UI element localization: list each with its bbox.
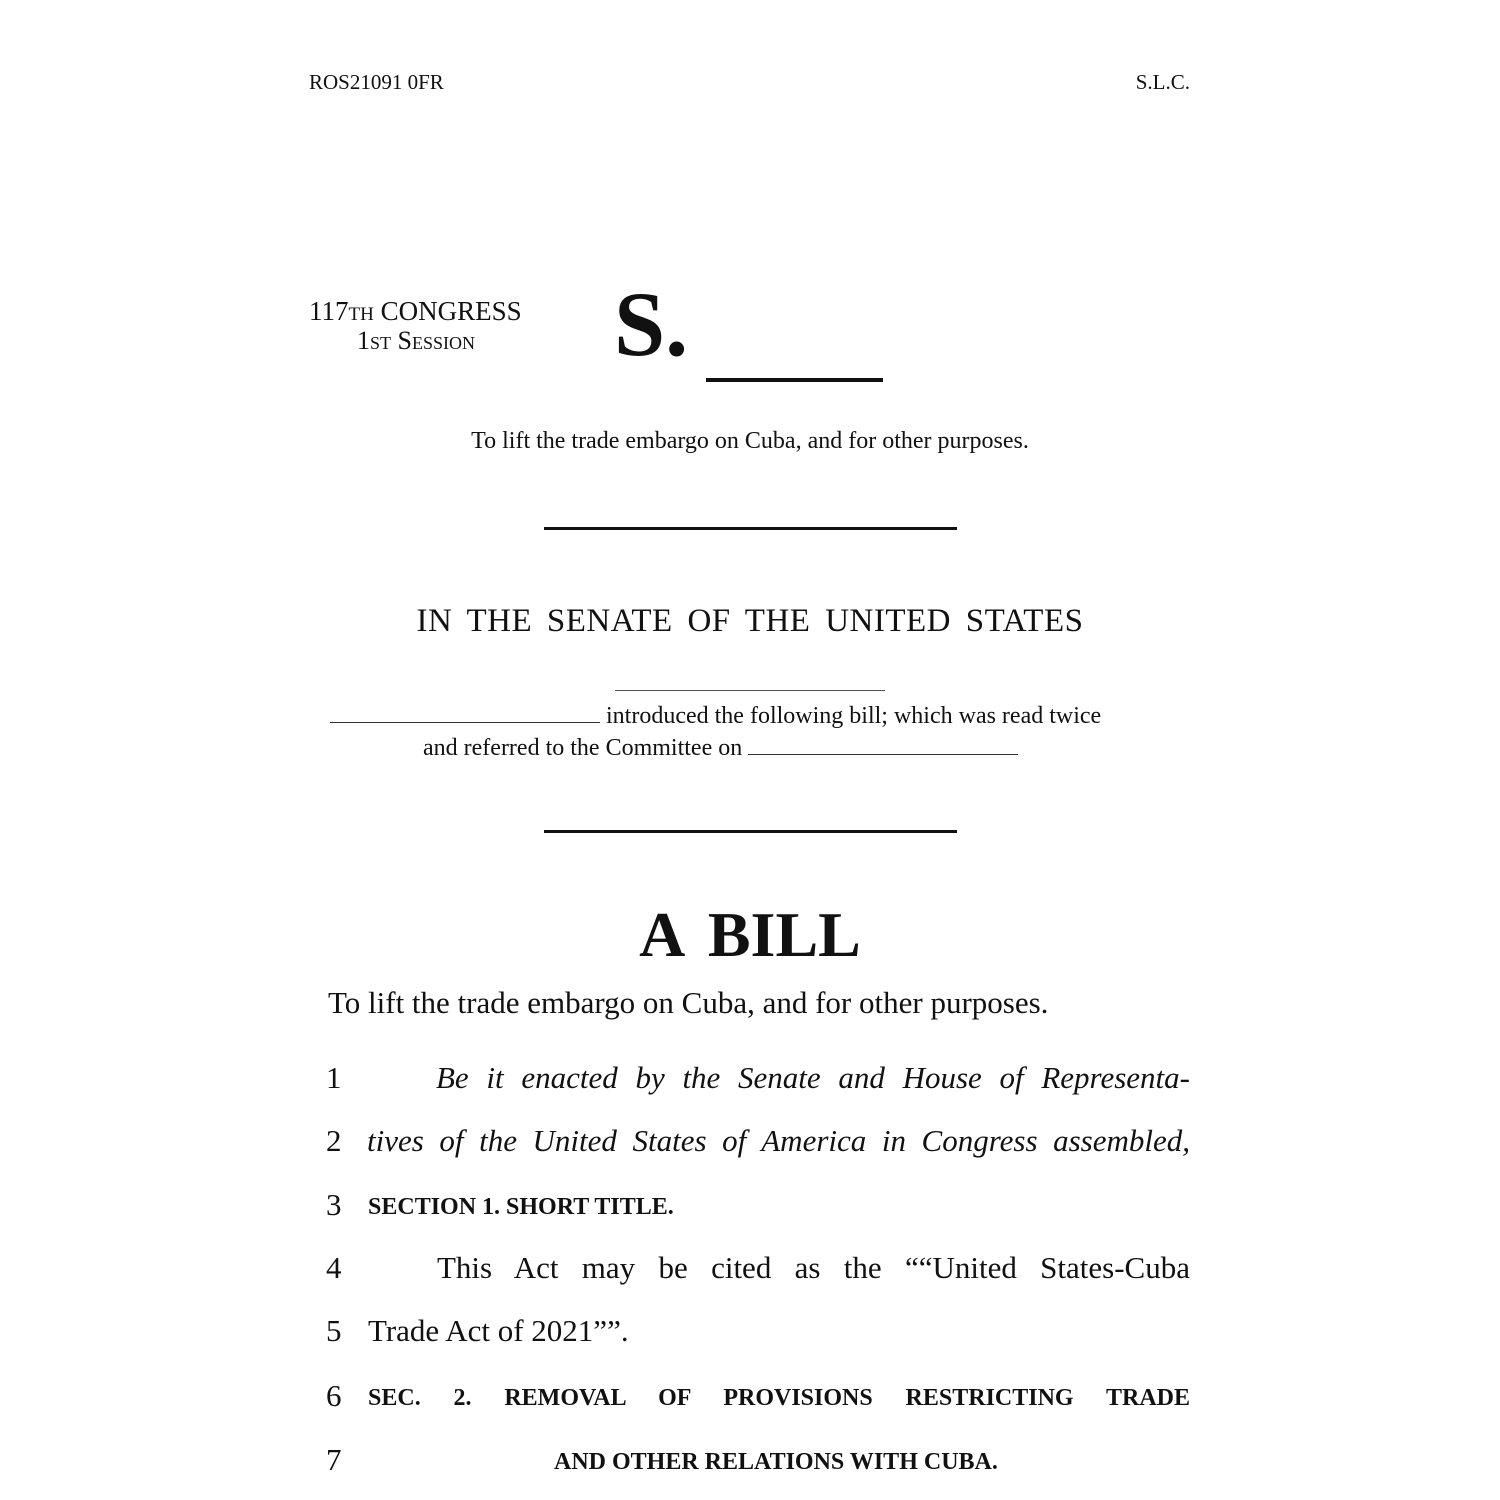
short-purpose: To lift the trade embargo on Cuba, and for other purposes.: [471, 428, 1029, 454]
intro-line-2: [423, 735, 1018, 762]
bill-prefix: S.: [614, 273, 689, 375]
intro-line-1: [330, 703, 1101, 730]
session-number: 1: [357, 326, 370, 355]
session-suffix: st: [370, 326, 392, 355]
enacting-clause-1: Be it enacted by the Senate and House of Representa-: [436, 1060, 1190, 1095]
slc-label: S.L.C.: [1135, 70, 1190, 94]
sponsor-blank: [330, 704, 600, 723]
congress-suffix: th: [348, 296, 374, 326]
session-label: [357, 326, 475, 356]
bill-heading: A BILL: [639, 899, 861, 970]
bill-number-blank: [706, 378, 883, 382]
line-number: 2: [326, 1123, 342, 1158]
congress-number: 117: [309, 296, 349, 326]
divider-rule-2: [544, 830, 957, 833]
committee-blank: [748, 736, 1018, 755]
congress-word: CONGRESS: [373, 296, 522, 326]
line-number: 1: [326, 1060, 342, 1095]
document-id: ROS21091 0FR: [309, 70, 444, 94]
congress-label: [309, 296, 522, 327]
line-number: 7: [326, 1442, 342, 1477]
long-purpose: To lift the trade embargo on Cuba, and for other purposes.: [328, 985, 1049, 1020]
short-title-text-2: Trade Act of 2021””.: [368, 1313, 629, 1348]
divider-rule: [544, 527, 957, 530]
intro-text-2: and referred to the Committee on: [423, 735, 743, 761]
line-number: 4: [326, 1250, 342, 1285]
session-word: Session: [391, 326, 475, 355]
date-blank: [615, 690, 885, 691]
chamber-heading: IN THE SENATE OF THE UNITED STATES: [416, 603, 1084, 639]
section-2-heading-2: AND OTHER RELATIONS WITH CUBA.: [554, 1449, 998, 1475]
line-number: 5: [326, 1313, 342, 1348]
enacting-clause-2: tives of the United States of America in Congress assembled,: [367, 1123, 1190, 1158]
line-number: 3: [326, 1187, 342, 1222]
line-number: 6: [326, 1378, 342, 1413]
section-2-heading-1: SEC. 2. REMOVAL OF PROVISIONS RESTRICTING TRADE: [368, 1385, 1190, 1411]
intro-text-1: introduced the following bill; which was read twice: [606, 703, 1102, 729]
section-1-heading: SECTION 1. SHORT TITLE.: [368, 1194, 674, 1220]
short-title-text-1: This Act may be cited as the ““United States-Cuba: [437, 1250, 1190, 1285]
